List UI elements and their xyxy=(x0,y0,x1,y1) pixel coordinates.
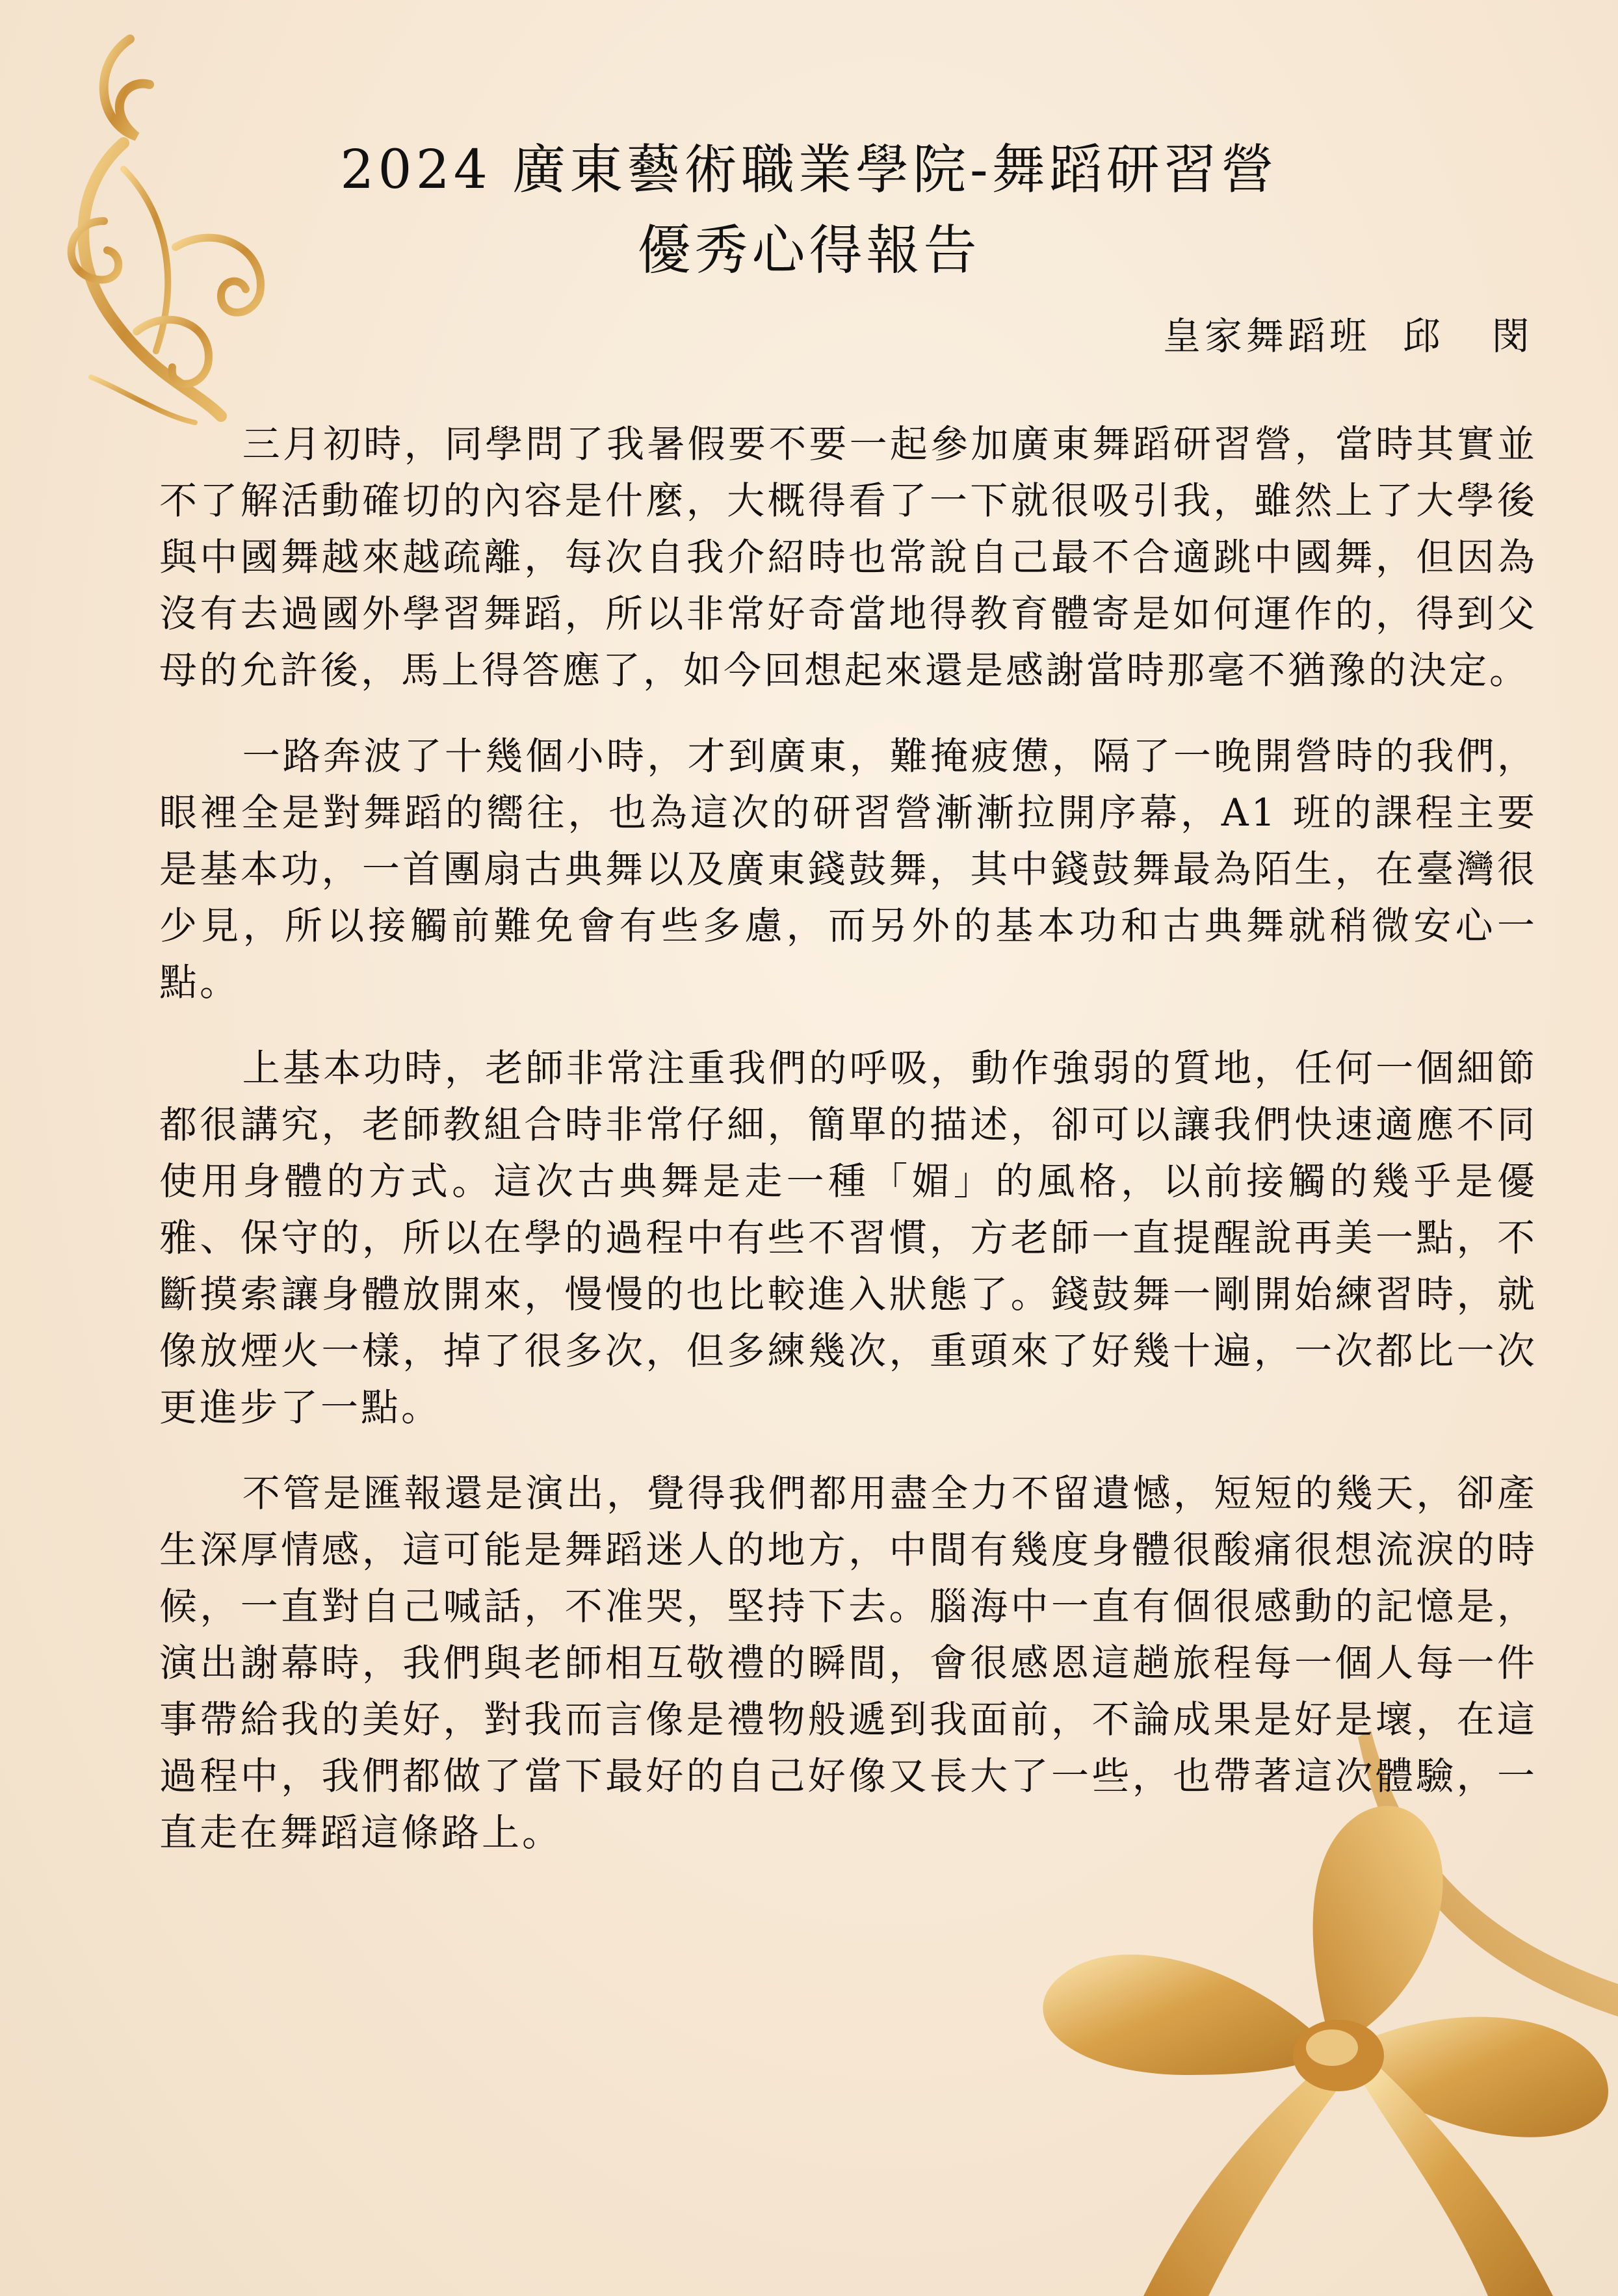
paragraph-2: 一路奔波了十幾個小時，才到廣東，難掩疲憊，隔了一晚開營時的我們，眼裡全是對舞蹈的嚮往，也為這次的研習營漸漸拉開序幕，A1 班的課程主要是基本功，一首團扇古典舞以及廣東錢鼓舞，其中錢鼓舞最為陌生，在臺灣很少見，所以接觸前難免會有些多慮，而另外的基本功和古典舞就稍微安心一點。 xyxy=(159,734,1537,1004)
essay-body xyxy=(159,416,1537,1890)
paragraph-4: 不管是匯報還是演出，覺得我們都用盡全力不留遺憾，短短的幾天，卻產生深厚情感，這可能是舞蹈迷人的地方，中間有幾度身體很酸痛很想流淚的時候，一直對自己喊話，不准哭，堅持下去。腦海中一直有個很感動的記憶是，演出謝幕時，我們與老師相互敬禮的瞬間，會很感恩這趟旅程每一個人每一件事帶給我的美好，對我而言像是禮物般遞到我面前，不論成果是好是壞，在這過程中，我們都做了當下最好的自己好像又長大了一些，也帶著這次體驗，一直走在舞蹈這條路上。 xyxy=(159,1471,1537,1855)
page-title: 2024 廣東藝術職業學院-舞蹈研習營 xyxy=(340,139,1278,201)
paragraph-3: 上基本功時，老師非常注重我們的呼吸，動作強弱的質地，任何一個細節都很講究，老師教組合時非常仔細，簡單的描述，卻可以讓我們快速適應不同使用身體的方式。這次古典舞是走一種「媚」的風格，以前接觸的幾乎是優雅、保守的，所以在學的過程中有些不習慣，方老師一直提醒說再美一點，不斷摸索讓身體放開來，慢慢的也比較進入狀態了。錢鼓舞一剛開始練習時，就像放煙火一樣，掉了很多次，但多練幾次，重頭來了好幾十遍，一次都比一次更進步了一點。 xyxy=(159,1046,1537,1429)
title-block xyxy=(0,130,1618,291)
paragraph-1: 三月初時，同學問了我暑假要不要一起參加廣東舞蹈研習營，當時其實並不了解活動確切的內容是什麼，大概得看了一下就很吸引我，雖然上了大學後與中國舞越來越疏離，每次自我介紹時也常說自己最不合適跳中國舞，但因為沒有去過國外學習舞蹈，所以非常好奇當地得教育體寄是如何運作的，得到父母的允許後，馬上得答應了，如今回想起來還是感謝當時那毫不猶豫的決定。 xyxy=(159,422,1537,692)
author-line: 皇家舞蹈班 邱 閔 xyxy=(1162,314,1533,358)
page-subtitle: 優秀心得報告 xyxy=(637,220,981,281)
